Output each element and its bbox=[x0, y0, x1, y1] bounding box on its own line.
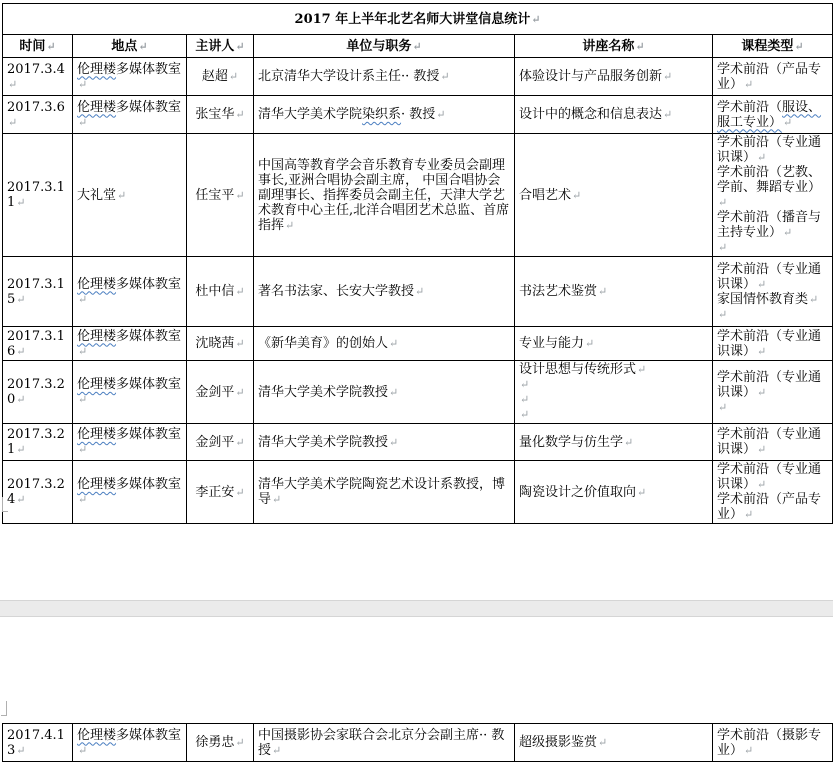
cell-text: 陶瓷设计之价值取向 bbox=[519, 484, 637, 500]
paragraph-mark-icon: ↵ bbox=[16, 743, 26, 757]
paragraph bbox=[519, 362, 708, 377]
paragraph bbox=[519, 735, 708, 750]
cell-organization-title[interactable] bbox=[254, 361, 515, 424]
cell-text: 学术前沿（摄影专业） bbox=[717, 727, 822, 758]
paragraph bbox=[717, 462, 828, 492]
misspelled-text: 伦理楼 bbox=[77, 328, 117, 344]
cell-organization-title[interactable] bbox=[254, 257, 515, 327]
cell-text: 书法艺术鉴赏 bbox=[519, 284, 598, 299]
cell-text: 2017.3.6 bbox=[7, 99, 65, 115]
paragraph-mark-icon: ↵ bbox=[757, 385, 767, 399]
paragraph bbox=[519, 485, 708, 500]
cell-text: 专业与能力 bbox=[519, 336, 585, 351]
cell-text: 量化数学与仿生学 bbox=[519, 434, 624, 450]
misspelled-text: 伦理楼 bbox=[77, 727, 117, 743]
paragraph bbox=[519, 284, 708, 299]
paragraph-mark-icon: ↵ bbox=[235, 337, 245, 350]
paragraph bbox=[258, 385, 510, 400]
table-header-row bbox=[3, 35, 833, 58]
cell-date[interactable] bbox=[3, 257, 73, 327]
paragraph-mark-icon: ↵ bbox=[757, 443, 767, 456]
paragraph bbox=[258, 69, 510, 84]
paragraph-mark-icon: ↵ bbox=[783, 226, 793, 239]
paragraph bbox=[717, 427, 828, 457]
paragraph bbox=[191, 336, 249, 351]
cell-organization-title[interactable] bbox=[254, 424, 515, 461]
paragraph-mark-icon: ↵ bbox=[16, 196, 26, 209]
paragraph bbox=[258, 107, 510, 122]
paragraph bbox=[191, 485, 249, 500]
paragraph-mark-icon: ↵ bbox=[412, 39, 422, 53]
misspelled-text: 伦理楼 bbox=[77, 427, 117, 442]
cell-course-type[interactable] bbox=[713, 361, 833, 424]
paragraph-mark-icon: ↵ bbox=[117, 188, 127, 202]
cell-text: 设计思想与传统形式 bbox=[519, 362, 637, 377]
paragraph-mark-icon: ↵ bbox=[285, 218, 295, 232]
paragraph-mark-icon: ↵ bbox=[572, 188, 582, 202]
cell-text: 体验设计与产品服务创新 bbox=[519, 69, 663, 84]
paragraph bbox=[519, 392, 708, 407]
cell-text: 学术前沿（专业通识课） bbox=[717, 261, 822, 292]
paragraph bbox=[7, 180, 68, 210]
column-header-单位与职务[interactable] bbox=[254, 35, 515, 58]
paragraph-mark-icon: ↵ bbox=[138, 39, 148, 53]
cell-speaker[interactable] bbox=[187, 724, 254, 762]
paragraph bbox=[77, 728, 182, 758]
cell-date[interactable] bbox=[3, 58, 73, 96]
paragraph bbox=[717, 210, 828, 240]
paragraph bbox=[77, 377, 182, 407]
cell-text: 学术前沿（专业通识课） bbox=[717, 427, 822, 457]
cell-course-type[interactable] bbox=[713, 134, 833, 257]
cell-text: 多媒体教室 bbox=[116, 276, 182, 292]
paragraph-mark-icon: ↵ bbox=[78, 743, 88, 757]
paragraph-mark-icon: ↵ bbox=[78, 77, 88, 91]
cell-text: 中国摄影协会家联合会北京分会副主席·· 教授 bbox=[258, 727, 505, 758]
cell-text: 2017.3.4 bbox=[7, 61, 65, 77]
paragraph-mark-icon: ↵ bbox=[624, 435, 634, 449]
cell-text: 学术前沿（ bbox=[717, 99, 783, 115]
paragraph bbox=[77, 100, 182, 130]
cell-date[interactable] bbox=[3, 724, 73, 762]
cell-course-type[interactable] bbox=[713, 461, 833, 524]
cell-speaker[interactable] bbox=[187, 327, 254, 361]
cell-text: 北京清华大学设计系主任·· 教授 bbox=[258, 69, 440, 84]
cell-text: 赵超 bbox=[201, 69, 228, 84]
paragraph-mark-icon: ↵ bbox=[235, 736, 245, 749]
paragraph-mark-icon: ↵ bbox=[520, 378, 530, 391]
paragraph-mark-icon: ↵ bbox=[520, 408, 530, 421]
paragraph-mark-icon: ↵ bbox=[235, 285, 245, 298]
cell-date[interactable] bbox=[3, 327, 73, 361]
cell-text: 学术前沿（专业通识课） bbox=[717, 328, 822, 359]
cell-speaker[interactable] bbox=[187, 461, 254, 524]
paragraph-mark-icon: ↵ bbox=[78, 344, 88, 358]
paragraph bbox=[7, 62, 68, 92]
paragraph bbox=[191, 188, 249, 203]
cell-text: 李正安 bbox=[195, 484, 235, 500]
cell-text: 2017.4.13 bbox=[7, 727, 65, 758]
paragraph-mark-icon: ↵ bbox=[757, 344, 767, 358]
paragraph bbox=[191, 735, 249, 750]
cell-text: 多媒体教室 bbox=[116, 61, 182, 77]
paragraph-mark-icon: ↵ bbox=[635, 39, 645, 53]
cell-date[interactable] bbox=[3, 134, 73, 257]
paragraph bbox=[519, 69, 708, 84]
misspelled-text: 伦理楼 bbox=[77, 276, 117, 292]
paragraph bbox=[717, 135, 828, 165]
paragraph bbox=[717, 329, 828, 359]
cell-text: 金剑平 bbox=[195, 384, 235, 400]
paragraph-mark-icon: ↵ bbox=[78, 115, 88, 129]
cell-location[interactable] bbox=[73, 461, 187, 524]
paragraph-mark-icon: ↵ bbox=[46, 39, 56, 53]
paragraph-mark-icon: ↵ bbox=[520, 393, 530, 406]
paragraph bbox=[717, 307, 828, 322]
column-header-讲座名称[interactable] bbox=[515, 35, 713, 58]
column-header-时间[interactable] bbox=[3, 35, 73, 58]
misspelled-text: 服设、服工专业） bbox=[717, 99, 822, 130]
column-header-text: 课程类型 bbox=[741, 38, 794, 54]
paragraph-mark-icon: ↵ bbox=[663, 108, 673, 121]
paragraph-mark-icon: ↵ bbox=[637, 363, 647, 376]
cell-text: 设计中的概念和信息表达 bbox=[519, 107, 663, 122]
table-row bbox=[3, 58, 833, 96]
paragraph bbox=[191, 284, 249, 299]
cell-course-type[interactable] bbox=[713, 327, 833, 361]
paragraph-mark-icon: ↵ bbox=[389, 435, 399, 449]
table-body-page2 bbox=[3, 724, 833, 762]
cell-text: 中国高等教育学会音乐教育专业委员会副理事长,亚洲合唱协会副主席， 中国合唱协会副理事长、指挥委员会副主任，天津大学艺术教育中心主任,北洋合唱团艺术总监、首席指挥 bbox=[258, 157, 510, 233]
paragraph-mark-icon: ↵ bbox=[235, 188, 245, 202]
column-header-地点[interactable] bbox=[73, 35, 187, 58]
column-header-text: 讲座名称 bbox=[582, 38, 635, 54]
paragraph-mark-icon: ↵ bbox=[16, 443, 26, 456]
cell-text: 学术前沿（艺教、学前、舞蹈专业） bbox=[717, 165, 822, 195]
paragraph bbox=[77, 188, 182, 203]
misspelled-text: 伦理楼 bbox=[77, 99, 117, 115]
cell-text: 《新华美育》的创始人 bbox=[258, 336, 389, 351]
paragraph bbox=[258, 728, 510, 758]
paragraph-mark-icon: ↵ bbox=[794, 39, 804, 53]
cell-organization-title[interactable] bbox=[254, 327, 515, 361]
cell-location[interactable] bbox=[73, 724, 187, 762]
paragraph-mark-icon: ↵ bbox=[16, 292, 26, 306]
cell-lecture-name[interactable] bbox=[515, 58, 713, 96]
cell-text: 多媒体教室 bbox=[116, 427, 182, 442]
paragraph-mark-icon: ↵ bbox=[78, 393, 88, 406]
cell-text: 2017.3.11 bbox=[7, 180, 65, 210]
cell-text: 2017.3.20 bbox=[7, 377, 65, 407]
cell-text: 家国情怀教育类 bbox=[717, 291, 809, 307]
paragraph bbox=[258, 477, 510, 507]
paragraph-mark-icon: ↵ bbox=[436, 108, 446, 121]
paragraph bbox=[7, 728, 68, 758]
paragraph bbox=[77, 477, 182, 507]
cell-lecture-name[interactable] bbox=[515, 461, 713, 524]
cell-course-type[interactable] bbox=[713, 724, 833, 762]
cell-location[interactable] bbox=[73, 96, 187, 134]
cell-lecture-name[interactable] bbox=[515, 96, 713, 134]
paragraph bbox=[717, 292, 828, 307]
column-header-text: 地点 bbox=[111, 38, 138, 54]
cell-organization-title[interactable] bbox=[254, 58, 515, 96]
paragraph bbox=[717, 400, 828, 415]
cell-speaker[interactable] bbox=[187, 257, 254, 327]
cell-text: 学术前沿（专业通识课） bbox=[717, 462, 822, 492]
table-title-text: 2017 年上半年北艺名师大讲堂信息统计 bbox=[294, 11, 531, 27]
cell-location[interactable] bbox=[73, 424, 187, 461]
paragraph bbox=[519, 377, 708, 392]
paragraph bbox=[7, 329, 68, 359]
paragraph-mark-icon: ↵ bbox=[235, 485, 245, 499]
paragraph bbox=[77, 62, 182, 92]
cell-speaker[interactable] bbox=[187, 96, 254, 134]
paragraph-mark-icon: ↵ bbox=[744, 508, 754, 521]
cell-speaker[interactable] bbox=[187, 424, 254, 461]
cell-date[interactable] bbox=[3, 361, 73, 424]
cell-text: 清华大学美术学院 bbox=[258, 107, 363, 122]
paragraph bbox=[77, 277, 182, 307]
cell-text: 多媒体教室 bbox=[116, 377, 182, 392]
paragraph-mark-icon: ↵ bbox=[531, 12, 541, 26]
paragraph-mark-icon: ↵ bbox=[235, 435, 245, 449]
paragraph-mark-icon: ↵ bbox=[16, 344, 26, 358]
paragraph-mark-icon: ↵ bbox=[389, 385, 399, 399]
table-row bbox=[3, 724, 833, 762]
paragraph-mark-icon: ↵ bbox=[228, 70, 239, 83]
cell-text: 杜中信 bbox=[195, 284, 235, 299]
cell-lecture-name[interactable] bbox=[515, 257, 713, 327]
paragraph bbox=[519, 407, 708, 422]
paragraph-mark-icon: ↵ bbox=[757, 478, 767, 491]
paragraph bbox=[519, 435, 708, 450]
paragraph-mark-icon: ↵ bbox=[389, 337, 399, 350]
paragraph-mark-icon: ↵ bbox=[744, 743, 754, 757]
cell-text: 合唱艺术 bbox=[519, 187, 572, 203]
paragraph bbox=[717, 728, 828, 758]
cell-location[interactable] bbox=[73, 257, 187, 327]
paragraph bbox=[258, 284, 510, 299]
cell-text: 学术前沿（产品专业） bbox=[717, 492, 822, 522]
cell-text: 2017.3.16 bbox=[7, 328, 65, 359]
misspelled-text: 伦理楼 bbox=[77, 377, 117, 392]
cell-organization-title[interactable] bbox=[254, 134, 515, 257]
cell-speaker[interactable] bbox=[187, 58, 254, 96]
paragraph-mark-icon: ↵ bbox=[718, 307, 728, 321]
paragraph-mark-icon: ↵ bbox=[598, 736, 608, 749]
cell-lecture-name[interactable] bbox=[515, 327, 713, 361]
cell-speaker[interactable] bbox=[187, 134, 254, 257]
cell-text: 超级摄影鉴赏 bbox=[519, 735, 598, 750]
misspelled-text: 伦理楼 bbox=[77, 61, 117, 77]
cell-course-type[interactable] bbox=[713, 58, 833, 96]
paragraph-mark-icon: ↵ bbox=[718, 196, 728, 209]
paragraph bbox=[258, 158, 510, 233]
cell-text: 多媒体教室 bbox=[116, 99, 182, 115]
cell-date[interactable] bbox=[3, 461, 73, 524]
table-row bbox=[3, 257, 833, 327]
paragraph bbox=[191, 69, 249, 84]
cell-text: 学术前沿（专业通识课） bbox=[717, 135, 822, 165]
paragraph-mark-icon: ↵ bbox=[598, 285, 608, 298]
cell-text: · 教授 bbox=[401, 107, 436, 122]
cell-text: 徐勇忠 bbox=[195, 735, 235, 750]
table-row bbox=[3, 361, 833, 424]
paragraph-mark-icon: ↵ bbox=[78, 292, 88, 306]
table-body bbox=[3, 58, 833, 524]
paragraph bbox=[191, 435, 249, 450]
paragraph-mark-icon: ↵ bbox=[235, 108, 245, 121]
paragraph bbox=[717, 62, 828, 92]
cell-text: 2017.3.24 bbox=[7, 477, 65, 507]
paragraph bbox=[191, 385, 249, 400]
paragraph-mark-icon: ↵ bbox=[272, 743, 282, 757]
table-row bbox=[3, 134, 833, 257]
cell-date[interactable] bbox=[3, 424, 73, 461]
paragraph bbox=[7, 277, 68, 307]
column-header-text: 单位与职务 bbox=[346, 38, 412, 54]
cell-course-type[interactable] bbox=[713, 257, 833, 327]
paragraph bbox=[717, 240, 828, 255]
column-header-text: 主讲人 bbox=[195, 38, 235, 54]
cell-text: 学术前沿（产品专业） bbox=[717, 61, 822, 92]
cell-text: 多媒体教室 bbox=[116, 328, 182, 344]
paragraph bbox=[519, 107, 708, 122]
paragraph-mark-icon: ↵ bbox=[757, 277, 767, 291]
table-row bbox=[3, 424, 833, 461]
cell-text: 2017.3.21 bbox=[7, 427, 65, 457]
paragraph-mark-icon: ↵ bbox=[718, 241, 728, 254]
paragraph bbox=[717, 370, 828, 400]
column-header-text: 时间 bbox=[19, 38, 46, 54]
paragraph-mark-icon: ↵ bbox=[8, 77, 18, 91]
column-header-主讲人[interactable] bbox=[187, 35, 254, 58]
paragraph-mark-icon: ↵ bbox=[415, 285, 425, 298]
misspelled-text: 伦理楼 bbox=[77, 477, 117, 492]
paragraph bbox=[519, 336, 708, 351]
paragraph-mark-icon: ↵ bbox=[78, 493, 88, 506]
paragraph bbox=[717, 165, 828, 210]
table-row bbox=[3, 327, 833, 361]
paragraph-mark-icon: ↵ bbox=[744, 77, 754, 91]
cell-text: 清华大学美术学院教授 bbox=[258, 384, 389, 400]
page1-text-boundary-mark bbox=[2, 497, 8, 512]
cell-course-type[interactable] bbox=[713, 96, 833, 134]
cell-course-type[interactable] bbox=[713, 424, 833, 461]
paragraph-mark-icon: ↵ bbox=[809, 292, 819, 306]
paragraph bbox=[519, 188, 708, 203]
paragraph-mark-icon: ↵ bbox=[585, 337, 595, 350]
paragraph bbox=[7, 377, 68, 407]
cell-text: 多媒体教室 bbox=[116, 727, 182, 743]
cell-lecture-name[interactable] bbox=[515, 724, 713, 762]
cell-text: 清华大学美术学院教授 bbox=[258, 434, 389, 450]
title-row bbox=[3, 4, 833, 35]
paragraph bbox=[7, 427, 68, 457]
paragraph bbox=[191, 107, 249, 122]
cell-text: 学术前沿（播音与主持专业） bbox=[717, 210, 822, 240]
paragraph-mark-icon: ↵ bbox=[235, 39, 245, 53]
cell-location[interactable] bbox=[73, 58, 187, 96]
lecture-info-table-continued bbox=[2, 723, 833, 762]
paragraph-mark-icon: ↵ bbox=[718, 400, 728, 414]
paragraph-mark-icon: ↵ bbox=[16, 493, 26, 506]
paragraph-mark-icon: ↵ bbox=[16, 393, 26, 406]
cell-speaker[interactable] bbox=[187, 361, 254, 424]
table-title[interactable] bbox=[3, 4, 833, 35]
cell-organization-title[interactable] bbox=[254, 724, 515, 762]
cell-lecture-name[interactable] bbox=[515, 134, 713, 257]
cell-text: 学术前沿（专业通识课） bbox=[717, 369, 822, 400]
column-header-课程类型[interactable] bbox=[713, 35, 833, 58]
paragraph-mark-icon: ↵ bbox=[78, 443, 88, 456]
paragraph bbox=[7, 100, 68, 130]
cell-text: 大礼堂 bbox=[77, 187, 117, 203]
paragraph bbox=[258, 435, 510, 450]
page-break-gap bbox=[0, 600, 833, 617]
paragraph bbox=[717, 492, 828, 522]
cell-organization-title[interactable] bbox=[254, 461, 515, 524]
paragraph bbox=[258, 336, 510, 351]
cell-lecture-name[interactable] bbox=[515, 361, 713, 424]
cell-organization-title[interactable] bbox=[254, 96, 515, 134]
paragraph-mark-icon: ↵ bbox=[440, 70, 450, 83]
page2-text-boundary-mark bbox=[1, 701, 7, 716]
lecture-info-table bbox=[2, 3, 833, 524]
cell-location[interactable] bbox=[73, 134, 187, 257]
paragraph-mark-icon: ↵ bbox=[235, 385, 245, 399]
table-row bbox=[3, 461, 833, 524]
paragraph-mark-icon: ↵ bbox=[783, 115, 793, 129]
paragraph-mark-icon: ↵ bbox=[8, 115, 18, 129]
table-row bbox=[3, 96, 833, 134]
cell-location[interactable] bbox=[73, 361, 187, 424]
cell-text: 任宝平 bbox=[195, 187, 235, 203]
paragraph bbox=[717, 100, 828, 130]
cell-text: 著名书法家、长安大学教授 bbox=[258, 284, 415, 299]
paragraph-mark-icon: ↵ bbox=[663, 70, 673, 83]
paragraph bbox=[717, 262, 828, 292]
misspelled-text: 染织系 bbox=[362, 107, 402, 122]
cell-text: 清华大学美术学院陶瓷艺术设计系教授，博导 bbox=[258, 477, 506, 507]
cell-location[interactable] bbox=[73, 327, 187, 361]
cell-text: 2017.3.15 bbox=[7, 276, 65, 307]
paragraph-mark-icon: ↵ bbox=[637, 485, 647, 499]
cell-text: 沈晓茜 bbox=[195, 336, 235, 351]
paragraph bbox=[7, 477, 68, 507]
cell-text: 多媒体教室 bbox=[116, 477, 182, 492]
paragraph-mark-icon: ↵ bbox=[272, 493, 282, 506]
paragraph bbox=[77, 329, 182, 359]
paragraph-mark-icon: ↵ bbox=[757, 151, 767, 164]
cell-text: 张宝华 bbox=[195, 107, 235, 122]
cell-lecture-name[interactable] bbox=[515, 424, 713, 461]
cell-date[interactable] bbox=[3, 96, 73, 134]
cell-text: 金剑平 bbox=[195, 434, 235, 450]
paragraph bbox=[77, 427, 182, 457]
